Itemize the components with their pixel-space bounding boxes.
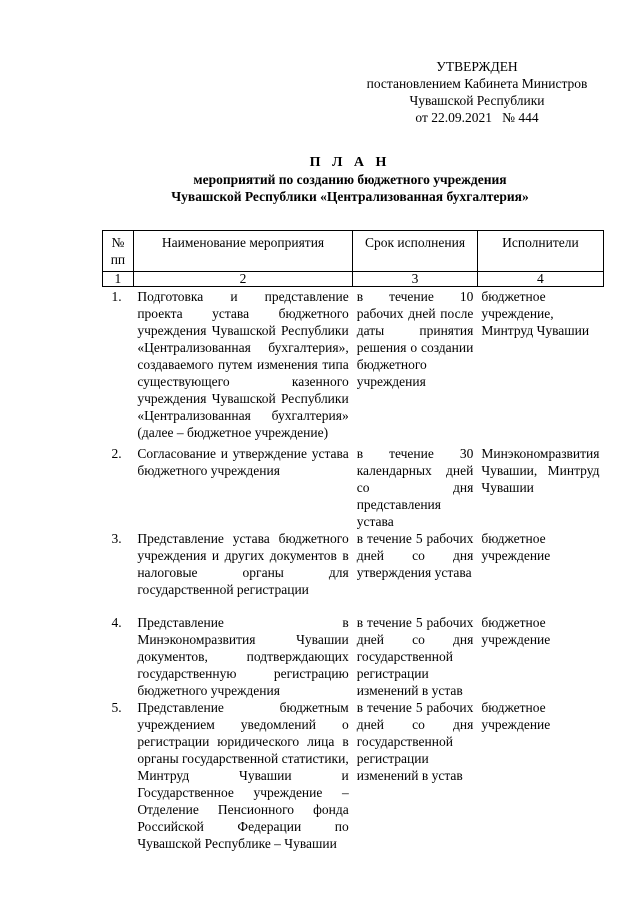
table-row: [103, 445, 604, 530]
row-number: 1.: [111, 289, 122, 304]
approval-date-number: от 22.09.2021 № 444: [415, 110, 539, 125]
table-row: [103, 699, 604, 852]
row-term: в течение 10 рабочих дней после даты принятия решения о создании бюджетного учреждения: [356, 289, 474, 389]
approval-status: УТВЕРЖДЕН: [436, 59, 518, 74]
row-term: в течение 30 календарных дней со дня представления устава: [356, 446, 474, 529]
row-executors: Минэкономразвития Чувашии, Минтруд Чувашии: [481, 446, 600, 495]
header-term: Срок исполнения: [353, 231, 478, 272]
row-term: в течение 5 рабочих дней со дня утверждения устава: [356, 531, 474, 580]
table-row: [103, 287, 604, 446]
column-number: 2: [133, 272, 352, 287]
row-activity: Представление в Минэкономразвития Чувашии документов, подтверждающих государственную регистрацию бюджетного учреждения: [137, 615, 349, 698]
row-activity: Представление бюджетным учреждением уведомлений о регистрации юридического лица в органы государственной статистики, Минтруд Чувашии и Государственное учреждение – Отделение Пенсионного фонда Российской Федерации по Чувашской Республике – Чувашии: [137, 700, 349, 851]
row-executors: бюджетное учреждение: [481, 615, 551, 647]
header-num: № пп: [103, 231, 134, 272]
approval-authority: постановлением Кабинета Министров: [366, 76, 588, 91]
plan-subtitle-line2: Чувашской Республики «Централизованная бухгалтерия»: [171, 189, 529, 204]
header-name: Наименование мероприятия: [133, 231, 352, 272]
document-title: [80, 154, 620, 205]
table-column-number-row: [103, 272, 604, 287]
row-activity: Подготовка и представление проекта устава бюджетного учреждения Чувашской Республики «Централизованная бухгалтерия», создаваемого путем изменения типа существующего казенного учреждения Чувашской Республики «Централизованная бухгалтерия» (далее – бюджетное учреждение): [137, 289, 349, 440]
row-number: 2.: [111, 446, 122, 461]
column-number: 3: [353, 272, 478, 287]
approval-stamp: [352, 58, 602, 126]
table-row: [103, 530, 604, 614]
plan-subtitle-line1: мероприятий по созданию бюджетного учреждения: [193, 172, 507, 187]
column-number: 4: [477, 272, 603, 287]
row-number: 3.: [111, 531, 122, 546]
column-number: 1: [103, 272, 134, 287]
table-row: [103, 614, 604, 699]
row-executors: бюджетное учреждение: [481, 700, 551, 732]
row-number: 4.: [111, 615, 122, 630]
row-activity: Представление устава бюджетного учреждения и других документов в налоговые органы для государственной регистрации: [137, 531, 349, 597]
plan-table: [102, 230, 604, 852]
row-executors: бюджетное учреждение, Минтруд Чувашии: [481, 289, 590, 338]
plan-heading: П Л А Н: [309, 155, 391, 170]
header-executors: Исполнители: [477, 231, 603, 272]
row-activity: Согласование и утверждение устава бюджетного учреждения: [137, 446, 349, 478]
row-term: в течение 5 рабочих дней со дня государственной регистрации изменений в устав: [356, 700, 474, 783]
table-header-row: [103, 231, 604, 272]
approval-region: Чувашской Республики: [409, 93, 545, 108]
row-number: 5.: [111, 700, 122, 715]
row-executors: бюджетное учреждение: [481, 531, 551, 563]
row-term: в течение 5 рабочих дней со дня государственной регистрации изменений в устав: [356, 615, 474, 698]
